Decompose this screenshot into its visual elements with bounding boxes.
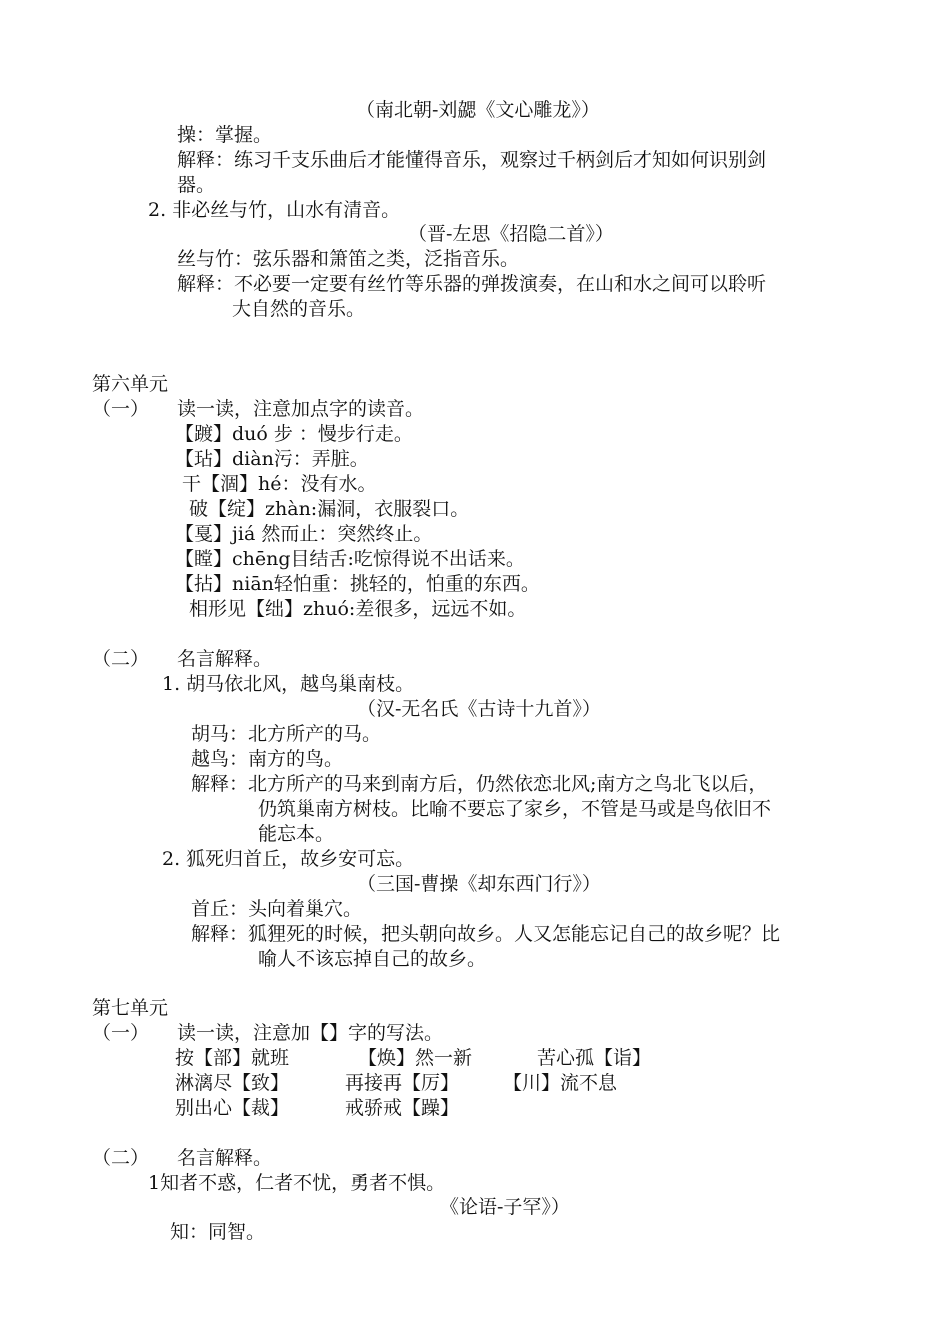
unit-6-q1-explanation-line-1: 解释：北方所产的马来到南方后，仍然依恋北风;南方之鸟北飞以后， (191, 773, 768, 795)
idiom-item: 【焕】然一新 (358, 1047, 473, 1069)
gloss-zhi: 知：同智。 (170, 1221, 266, 1243)
unit-6-part-1-title: 读一读，注意加点字的读音。 (177, 398, 425, 420)
explanation-1-line-1: 解释：练习千支乐曲后才能懂得音乐，观察过千柄剑后才知如何识别剑 (177, 149, 767, 171)
idiom-item: 再接再【厉】 (345, 1072, 460, 1094)
unit-6-quote-1-citation: （汉-无名氏《古诗十九首》） (357, 698, 601, 720)
unit-7-part-2-number: （二） (92, 1147, 150, 1169)
vocab-item: 【戛】jiá 然而止：突然终止。 (175, 523, 433, 545)
vocab-item: 干【涸】hé：没有水。 (182, 473, 377, 495)
idiom-item: 【川】流不息 (503, 1072, 618, 1094)
gloss-sizhu: 丝与竹：弦乐器和箫笛之类，泛指音乐。 (177, 248, 520, 270)
vocab-item: 破【绽】zhàn:漏洞，衣服裂口。 (189, 498, 470, 520)
unit-6-q2-explanation-line-1: 解释：狐狸死的时候，把头朝向故乡。人又怎能忘记自己的故乡呢？比 (191, 923, 781, 945)
vocab-item: 【拈】niān轻怕重：挑轻的，怕重的东西。 (175, 573, 540, 595)
unit-6-q2-explanation-line-2: 喻人不该忘掉自己的故乡。 (258, 948, 487, 970)
explanation-2-line-2: 大自然的音乐。 (232, 298, 366, 320)
gloss-cao: 操：掌握。 (177, 124, 273, 146)
idiom-item: 按【部】就班 (175, 1047, 290, 1069)
unit-7-part-2-title: 名言解释。 (177, 1147, 273, 1169)
unit-6-title: 第六单元 (92, 373, 169, 395)
idiom-item: 苦心孤【诣】 (537, 1047, 652, 1069)
idiom-item: 戒骄戒【躁】 (345, 1097, 460, 1119)
unit-7-part-1-title: 读一读，注意加【】字的写法。 (177, 1022, 444, 1044)
unit-7-quote-1-citation: 《论语-子罕》） (440, 1196, 570, 1218)
unit-6-q1-explanation-line-2: 仍筑巢南方树枝。比喻不要忘了家乡，不管是马或是鸟依旧不 (258, 798, 772, 820)
explanation-1-line-2: 器。 (177, 174, 216, 196)
citation-zhaoyin: （晋-左思《招隐二首》） (408, 223, 614, 245)
unit-6-quote-2-citation: （三国-曹操《却东西门行》） (357, 873, 601, 895)
unit-6-quote-1: 1. 胡马依北风，越鸟巢南枝。 (162, 673, 415, 695)
quote-2: 2. 非必丝与竹，山水有清音。 (148, 199, 401, 221)
gloss-yueniao: 越鸟：南方的鸟。 (191, 748, 344, 770)
unit-7-quote-1: 1知者不惑，仁者不忧，勇者不惧。 (148, 1172, 446, 1194)
unit-6-part-1-number: （一） (92, 398, 150, 420)
vocab-item: 【踱】duó 步 ：慢步行走。 (175, 423, 413, 445)
unit-6-part-2-title: 名言解释。 (177, 648, 273, 670)
unit-6-q1-explanation-line-3: 能忘本。 (258, 823, 335, 845)
unit-6-part-2-number: （二） (92, 648, 150, 670)
vocab-item: 【瞠】chēng目结舌:吃惊得说不出话来。 (175, 548, 525, 570)
vocab-item: 相形见【绌】zhuó:差很多，远远不如。 (189, 598, 527, 620)
citation-wenxindiaolong: （南北朝-刘勰《文心雕龙》） (356, 99, 600, 121)
gloss-huma: 胡马：北方所产的马。 (191, 723, 382, 745)
idiom-item: 别出心【裁】 (175, 1097, 290, 1119)
unit-7-title: 第七单元 (92, 997, 169, 1019)
unit-7-part-1-number: （一） (92, 1022, 150, 1044)
vocab-item: 【玷】diàn污：弄脏。 (175, 448, 369, 470)
idiom-item: 淋漓尽【致】 (175, 1072, 290, 1094)
explanation-2-line-1: 解释：不必要一定要有丝竹等乐器的弹拨演奏，在山和水之间可以聆听 (177, 273, 767, 295)
gloss-shouqiu: 首丘：头向着巢穴。 (191, 898, 363, 920)
unit-6-quote-2: 2. 狐死归首丘，故乡安可忘。 (162, 848, 415, 870)
